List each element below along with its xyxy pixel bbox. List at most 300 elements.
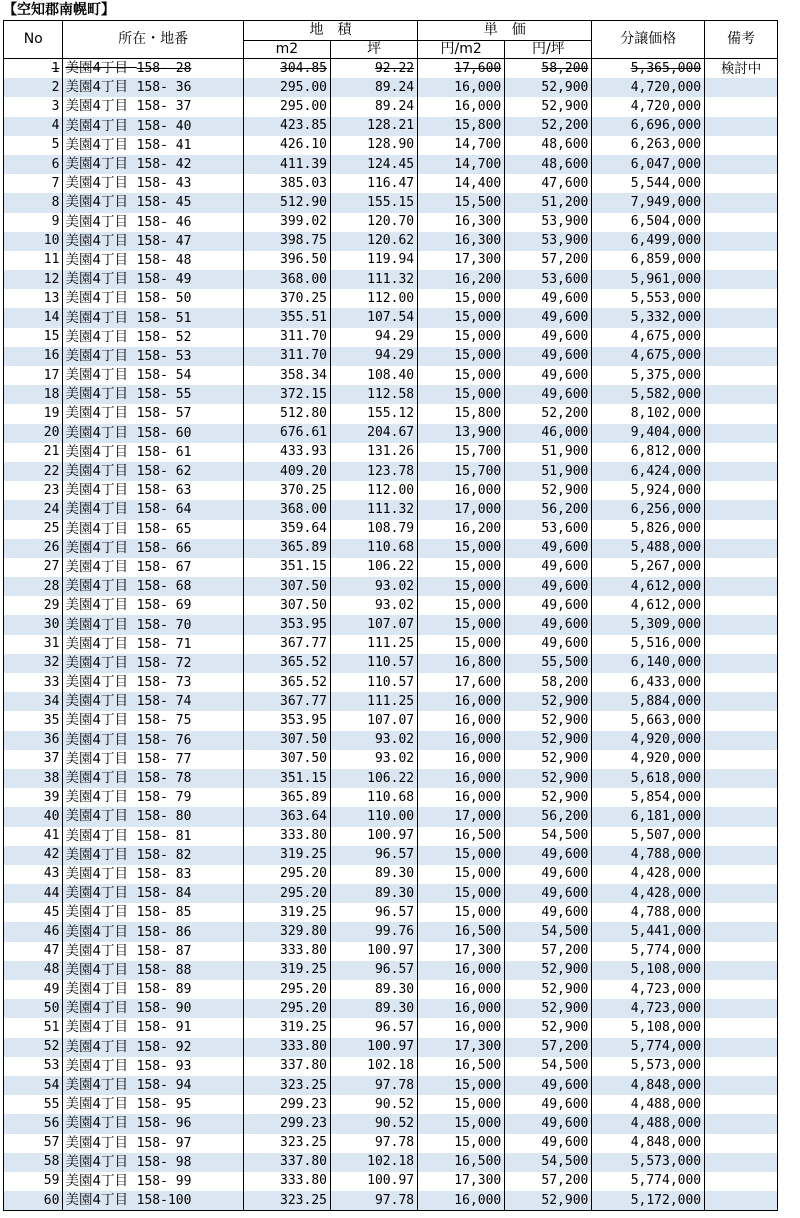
cell-sale-price: 9,404,000 <box>592 424 705 443</box>
cell-area-tsubo: 93.02 <box>331 596 418 615</box>
cell-no: 55 <box>4 1095 63 1114</box>
cell-remarks <box>705 827 778 846</box>
table-row <box>4 481 778 500</box>
cell-sale-price: 4,848,000 <box>592 1134 705 1153</box>
cell-area-tsubo: 108.40 <box>331 366 418 385</box>
cell-area-tsubo: 97.78 <box>331 1076 418 1095</box>
cell-town: 美園4丁目 <box>65 482 129 499</box>
cell-price-per-tsubo: 53,900 <box>505 213 592 232</box>
cell-location <box>63 769 243 788</box>
cell-no: 4 <box>4 117 63 136</box>
cell-price-per-m2: 17,300 <box>418 251 505 270</box>
cell-lot-number: 158- 71 <box>136 636 192 652</box>
cell-remarks <box>705 500 778 519</box>
cell-price-per-tsubo: 49,600 <box>505 289 592 308</box>
cell-no: 30 <box>4 615 63 634</box>
cell-no: 49 <box>4 980 63 999</box>
cell-no: 40 <box>4 807 63 826</box>
cell-no: 50 <box>4 999 63 1018</box>
cell-price-per-tsubo: 58,200 <box>505 59 592 79</box>
cell-remarks <box>705 366 778 385</box>
cell-price-per-m2: 15,800 <box>418 117 505 136</box>
cell-area-tsubo: 100.97 <box>331 1038 418 1057</box>
cell-price-per-m2: 14,700 <box>418 136 505 155</box>
cell-area-tsubo: 110.68 <box>331 539 418 558</box>
cell-area-tsubo: 96.57 <box>331 1018 418 1037</box>
cell-town: 美園4丁目 <box>65 194 129 211</box>
cell-location <box>63 308 243 327</box>
cell-price-per-tsubo: 46,000 <box>505 424 592 443</box>
cell-area-m2: 398.75 <box>243 232 330 251</box>
cell-price-per-tsubo: 47,600 <box>505 174 592 193</box>
cell-remarks <box>705 1095 778 1114</box>
cell-price-per-m2: 16,000 <box>418 1018 505 1037</box>
cell-town: 美園4丁目 <box>65 79 129 96</box>
table-row <box>4 615 778 634</box>
cell-no: 28 <box>4 577 63 596</box>
cell-area-m2: 333.80 <box>243 942 330 961</box>
cell-area-m2: 333.80 <box>243 1038 330 1057</box>
cell-lot-number: 158- 65 <box>136 521 192 537</box>
cell-remarks <box>705 155 778 174</box>
cell-lot-number: 158- 72 <box>136 655 192 671</box>
table-header <box>4 21 778 59</box>
cell-town: 美園4丁目 <box>65 251 129 268</box>
table-row <box>4 1172 778 1191</box>
cell-area-m2: 333.80 <box>243 1172 330 1191</box>
cell-location <box>63 1057 243 1076</box>
cell-price-per-tsubo: 52,900 <box>505 999 592 1018</box>
cell-sale-price: 5,961,000 <box>592 270 705 289</box>
cell-town: 美園4丁目 <box>65 1115 129 1132</box>
cell-lot-number: 158- 85 <box>136 905 192 921</box>
cell-no: 20 <box>4 424 63 443</box>
cell-no: 10 <box>4 232 63 251</box>
cell-remarks <box>705 117 778 136</box>
cell-lot-number: 158- 41 <box>136 137 192 153</box>
cell-price-per-tsubo: 52,900 <box>505 788 592 807</box>
cell-remarks <box>705 385 778 404</box>
cell-town: 美園4丁目 <box>65 693 129 710</box>
cell-no: 16 <box>4 347 63 366</box>
cell-location <box>63 1172 243 1191</box>
cell-no: 47 <box>4 942 63 961</box>
cell-no: 14 <box>4 308 63 327</box>
cell-town: 美園4丁目 <box>65 405 129 422</box>
cell-no: 51 <box>4 1018 63 1037</box>
cell-remarks <box>705 596 778 615</box>
cell-area-tsubo: 107.54 <box>331 308 418 327</box>
cell-sale-price: 5,582,000 <box>592 385 705 404</box>
table-row <box>4 117 778 136</box>
cell-remarks <box>705 289 778 308</box>
cell-town: 美園4丁目 <box>65 578 129 595</box>
cell-location <box>63 807 243 826</box>
cell-price-per-m2: 15,000 <box>418 1076 505 1095</box>
cell-lot-number: 158- 37 <box>136 99 192 115</box>
cell-location <box>63 1114 243 1133</box>
cell-town: 美園4丁目 <box>65 136 129 153</box>
table-row <box>4 385 778 404</box>
cell-price-per-m2: 16,000 <box>418 769 505 788</box>
cell-lot-number: 158- 60 <box>136 425 192 441</box>
cell-price-per-tsubo: 52,900 <box>505 961 592 980</box>
cell-price-per-m2: 16,000 <box>418 999 505 1018</box>
cell-remarks <box>705 692 778 711</box>
cell-area-m2: 512.90 <box>243 193 330 212</box>
table-row <box>4 903 778 922</box>
cell-price-per-tsubo: 52,900 <box>505 769 592 788</box>
cell-town: 美園4丁目 <box>65 846 129 863</box>
cell-sale-price: 4,428,000 <box>592 865 705 884</box>
cell-remarks <box>705 673 778 692</box>
header-area-tsubo: 坪 <box>331 41 418 59</box>
cell-price-per-m2: 17,000 <box>418 500 505 519</box>
cell-no: 33 <box>4 673 63 692</box>
cell-location <box>63 827 243 846</box>
cell-location <box>63 270 243 289</box>
table-row <box>4 865 778 884</box>
table-row <box>4 251 778 270</box>
cell-town: 美園4丁目 <box>65 520 129 537</box>
cell-price-per-tsubo: 52,900 <box>505 711 592 730</box>
cell-location <box>63 942 243 961</box>
cell-no: 42 <box>4 846 63 865</box>
table-row <box>4 193 778 212</box>
cell-price-per-m2: 17,000 <box>418 807 505 826</box>
cell-price-per-m2: 16,800 <box>418 654 505 673</box>
cell-location <box>63 1018 243 1037</box>
cell-town: 美園4丁目 <box>65 347 129 364</box>
cell-town: 美園4丁目 <box>65 463 129 480</box>
cell-remarks <box>705 1114 778 1133</box>
cell-town: 美園4丁目 <box>65 309 129 326</box>
cell-no: 5 <box>4 136 63 155</box>
cell-sale-price: 4,675,000 <box>592 328 705 347</box>
cell-town: 美園4丁目 <box>65 539 129 556</box>
cell-remarks <box>705 577 778 596</box>
cell-no: 25 <box>4 520 63 539</box>
cell-area-m2: 359.64 <box>243 520 330 539</box>
cell-remarks <box>705 788 778 807</box>
cell-town: 美園4丁目 <box>65 60 129 77</box>
cell-no: 7 <box>4 174 63 193</box>
cell-price-per-tsubo: 49,600 <box>505 1134 592 1153</box>
cell-area-tsubo: 107.07 <box>331 615 418 634</box>
cell-price-per-m2: 15,000 <box>418 1134 505 1153</box>
cell-location <box>63 865 243 884</box>
cell-area-m2: 311.70 <box>243 328 330 347</box>
cell-lot-number: 158- 61 <box>136 444 192 460</box>
cell-area-tsubo: 100.97 <box>331 827 418 846</box>
cell-price-per-tsubo: 54,500 <box>505 922 592 941</box>
cell-remarks <box>705 654 778 673</box>
cell-area-m2: 365.89 <box>243 539 330 558</box>
cell-area-m2: 368.00 <box>243 270 330 289</box>
cell-price-per-m2: 16,000 <box>418 731 505 750</box>
cell-price-per-m2: 16,200 <box>418 520 505 539</box>
cell-town: 美園4丁目 <box>65 290 129 307</box>
cell-remarks <box>705 884 778 903</box>
cell-area-m2: 370.25 <box>243 481 330 500</box>
cell-town: 美園4丁目 <box>65 271 129 288</box>
cell-lot-number: 158- 67 <box>136 559 192 575</box>
cell-price-per-m2: 15,000 <box>418 846 505 865</box>
cell-lot-number: 158- 53 <box>136 348 192 364</box>
cell-lot-number: 158- 70 <box>136 617 192 633</box>
cell-lot-number: 158- 47 <box>136 233 192 249</box>
cell-remarks <box>705 424 778 443</box>
cell-town: 美園4丁目 <box>65 1096 129 1113</box>
cell-price-per-m2: 15,000 <box>418 385 505 404</box>
cell-sale-price: 4,848,000 <box>592 1076 705 1095</box>
cell-price-per-tsubo: 49,600 <box>505 884 592 903</box>
cell-no: 34 <box>4 692 63 711</box>
table-row <box>4 155 778 174</box>
cell-area-m2: 295.20 <box>243 980 330 999</box>
cell-sale-price: 5,108,000 <box>592 961 705 980</box>
cell-town: 美園4丁目 <box>65 1000 129 1017</box>
cell-area-m2: 365.89 <box>243 788 330 807</box>
cell-area-tsubo: 108.79 <box>331 520 418 539</box>
cell-no: 17 <box>4 366 63 385</box>
table-row <box>4 347 778 366</box>
cell-town: 美園4丁目 <box>65 1172 129 1189</box>
cell-price-per-tsubo: 53,600 <box>505 520 592 539</box>
header-location: 所在・地番 <box>63 21 243 59</box>
cell-sale-price: 4,723,000 <box>592 980 705 999</box>
cell-price-per-m2: 16,500 <box>418 1057 505 1076</box>
header-unit-price: 単 価 <box>418 21 592 41</box>
cell-price-per-tsubo: 49,600 <box>505 903 592 922</box>
table-row <box>4 922 778 941</box>
cell-town: 美園4丁目 <box>65 443 129 460</box>
cell-lot-number: 158- 94 <box>136 1078 192 1094</box>
cell-location <box>63 424 243 443</box>
cell-remarks <box>705 347 778 366</box>
cell-area-tsubo: 89.30 <box>331 999 418 1018</box>
cell-price-per-tsubo: 52,900 <box>505 731 592 750</box>
cell-lot-number: 158- 51 <box>136 310 192 326</box>
table-row <box>4 1114 778 1133</box>
cell-price-per-m2: 15,500 <box>418 193 505 212</box>
cell-lot-number: 158- 87 <box>136 943 192 959</box>
table-row <box>4 308 778 327</box>
cell-town: 美園4丁目 <box>65 808 129 825</box>
page-title: 【空知郡南幌町】 <box>3 2 115 18</box>
table-row <box>4 807 778 826</box>
cell-area-m2: 676.61 <box>243 424 330 443</box>
cell-price-per-m2: 17,600 <box>418 673 505 692</box>
cell-location <box>63 462 243 481</box>
cell-price-per-tsubo: 51,200 <box>505 193 592 212</box>
cell-price-per-m2: 15,000 <box>418 347 505 366</box>
cell-remarks <box>705 193 778 212</box>
cell-price-per-tsubo: 52,900 <box>505 692 592 711</box>
cell-location <box>63 903 243 922</box>
cell-remarks <box>705 731 778 750</box>
cell-area-m2: 323.25 <box>243 1134 330 1153</box>
cell-price-per-m2: 15,000 <box>418 865 505 884</box>
cell-price-per-tsubo: 49,600 <box>505 615 592 634</box>
cell-area-m2: 351.15 <box>243 769 330 788</box>
cell-price-per-m2: 16,500 <box>418 1153 505 1172</box>
table-row <box>4 136 778 155</box>
cell-area-m2: 307.50 <box>243 577 330 596</box>
cell-location <box>63 999 243 1018</box>
cell-town: 美園4丁目 <box>65 1134 129 1151</box>
cell-no: 2 <box>4 78 63 97</box>
cell-price-per-tsubo: 54,500 <box>505 827 592 846</box>
table-row <box>4 961 778 980</box>
cell-area-m2: 433.93 <box>243 443 330 462</box>
cell-lot-number: 158- 97 <box>136 1135 192 1151</box>
cell-lot-number: 158- 36 <box>136 80 192 96</box>
cell-lot-number: 158- 81 <box>136 828 192 844</box>
cell-town: 美園4丁目 <box>65 865 129 882</box>
cell-area-tsubo: 99.76 <box>331 922 418 941</box>
cell-location <box>63 846 243 865</box>
cell-area-m2: 370.25 <box>243 289 330 308</box>
cell-no: 19 <box>4 404 63 423</box>
cell-price-per-tsubo: 48,600 <box>505 136 592 155</box>
table-row <box>4 711 778 730</box>
cell-no: 21 <box>4 443 63 462</box>
cell-no: 46 <box>4 922 63 941</box>
cell-lot-number: 158- 42 <box>136 157 192 173</box>
cell-area-m2: 396.50 <box>243 251 330 270</box>
cell-area-m2: 299.23 <box>243 1095 330 1114</box>
cell-price-per-m2: 16,300 <box>418 232 505 251</box>
cell-remarks: 検討中 <box>705 59 778 79</box>
cell-sale-price: 5,774,000 <box>592 1038 705 1057</box>
cell-sale-price: 4,788,000 <box>592 846 705 865</box>
cell-location <box>63 328 243 347</box>
table-row <box>4 769 778 788</box>
cell-area-m2: 399.02 <box>243 213 330 232</box>
cell-sale-price: 5,516,000 <box>592 635 705 654</box>
cell-no: 39 <box>4 788 63 807</box>
cell-sale-price: 4,612,000 <box>592 596 705 615</box>
cell-remarks <box>705 251 778 270</box>
cell-area-m2: 367.77 <box>243 692 330 711</box>
cell-sale-price: 8,102,000 <box>592 404 705 423</box>
table-row <box>4 443 778 462</box>
cell-lot-number: 158- 78 <box>136 771 192 787</box>
cell-area-tsubo: 100.97 <box>331 942 418 961</box>
cell-area-m2: 512.80 <box>243 404 330 423</box>
cell-no: 15 <box>4 328 63 347</box>
cell-sale-price: 5,924,000 <box>592 481 705 500</box>
table-row <box>4 846 778 865</box>
cell-town: 美園4丁目 <box>65 654 129 671</box>
cell-remarks <box>705 1038 778 1057</box>
cell-sale-price: 6,424,000 <box>592 462 705 481</box>
cell-remarks <box>705 865 778 884</box>
header-price-per-m2: 円/m2 <box>418 41 505 59</box>
cell-price-per-tsubo: 52,900 <box>505 750 592 769</box>
cell-town: 美園4丁目 <box>65 731 129 748</box>
cell-location <box>63 251 243 270</box>
cell-sale-price: 6,504,000 <box>592 213 705 232</box>
cell-price-per-tsubo: 48,600 <box>505 155 592 174</box>
cell-price-per-tsubo: 49,600 <box>505 558 592 577</box>
cell-lot-number: 158- 46 <box>136 214 192 230</box>
cell-location <box>63 654 243 673</box>
cell-lot-number: 158- 75 <box>136 713 192 729</box>
cell-area-tsubo: 112.58 <box>331 385 418 404</box>
cell-area-m2: 355.51 <box>243 308 330 327</box>
cell-no: 44 <box>4 884 63 903</box>
cell-remarks <box>705 942 778 961</box>
cell-price-per-m2: 15,000 <box>418 635 505 654</box>
cell-town: 美園4丁目 <box>65 635 129 652</box>
cell-lot-number: 158- 76 <box>136 732 192 748</box>
cell-no: 36 <box>4 731 63 750</box>
cell-price-per-tsubo: 49,600 <box>505 846 592 865</box>
cell-price-per-tsubo: 49,600 <box>505 1114 592 1133</box>
cell-area-tsubo: 110.68 <box>331 788 418 807</box>
cell-price-per-m2: 14,400 <box>418 174 505 193</box>
cell-area-tsubo: 96.57 <box>331 961 418 980</box>
table-row <box>4 78 778 97</box>
cell-no: 57 <box>4 1134 63 1153</box>
cell-no: 43 <box>4 865 63 884</box>
cell-price-per-m2: 15,700 <box>418 443 505 462</box>
table-row <box>4 366 778 385</box>
cell-remarks <box>705 1057 778 1076</box>
cell-remarks <box>705 1018 778 1037</box>
cell-lot-number: 158- 83 <box>136 866 192 882</box>
cell-area-tsubo: 110.57 <box>331 673 418 692</box>
cell-remarks <box>705 711 778 730</box>
cell-remarks <box>705 308 778 327</box>
cell-area-m2: 426.10 <box>243 136 330 155</box>
cell-sale-price: 4,723,000 <box>592 999 705 1018</box>
cell-price-per-tsubo: 52,200 <box>505 117 592 136</box>
table-row <box>4 980 778 999</box>
table-row <box>4 462 778 481</box>
table-row <box>4 673 778 692</box>
cell-no: 31 <box>4 635 63 654</box>
cell-sale-price: 5,332,000 <box>592 308 705 327</box>
cell-location <box>63 366 243 385</box>
cell-price-per-m2: 15,000 <box>418 539 505 558</box>
table-row <box>4 270 778 289</box>
cell-area-tsubo: 107.07 <box>331 711 418 730</box>
cell-no: 6 <box>4 155 63 174</box>
cell-remarks <box>705 922 778 941</box>
cell-lot-number: 158- 45 <box>136 195 192 211</box>
cell-remarks <box>705 769 778 788</box>
cell-lot-number: 158- 66 <box>136 540 192 556</box>
table-row <box>4 1153 778 1172</box>
cell-area-m2: 295.20 <box>243 999 330 1018</box>
cell-lot-number: 158- 49 <box>136 272 192 288</box>
cell-sale-price: 4,720,000 <box>592 97 705 116</box>
cell-town: 美園4丁目 <box>65 1077 129 1094</box>
cell-price-per-tsubo: 58,200 <box>505 673 592 692</box>
cell-price-per-m2: 17,300 <box>418 1172 505 1191</box>
cell-price-per-m2: 13,900 <box>418 424 505 443</box>
cell-sale-price: 5,774,000 <box>592 942 705 961</box>
cell-price-per-tsubo: 49,600 <box>505 366 592 385</box>
cell-town: 美園4丁目 <box>65 885 129 902</box>
cell-price-per-tsubo: 49,600 <box>505 347 592 366</box>
cell-price-per-tsubo: 52,900 <box>505 78 592 97</box>
cell-location <box>63 520 243 539</box>
cell-remarks <box>705 750 778 769</box>
